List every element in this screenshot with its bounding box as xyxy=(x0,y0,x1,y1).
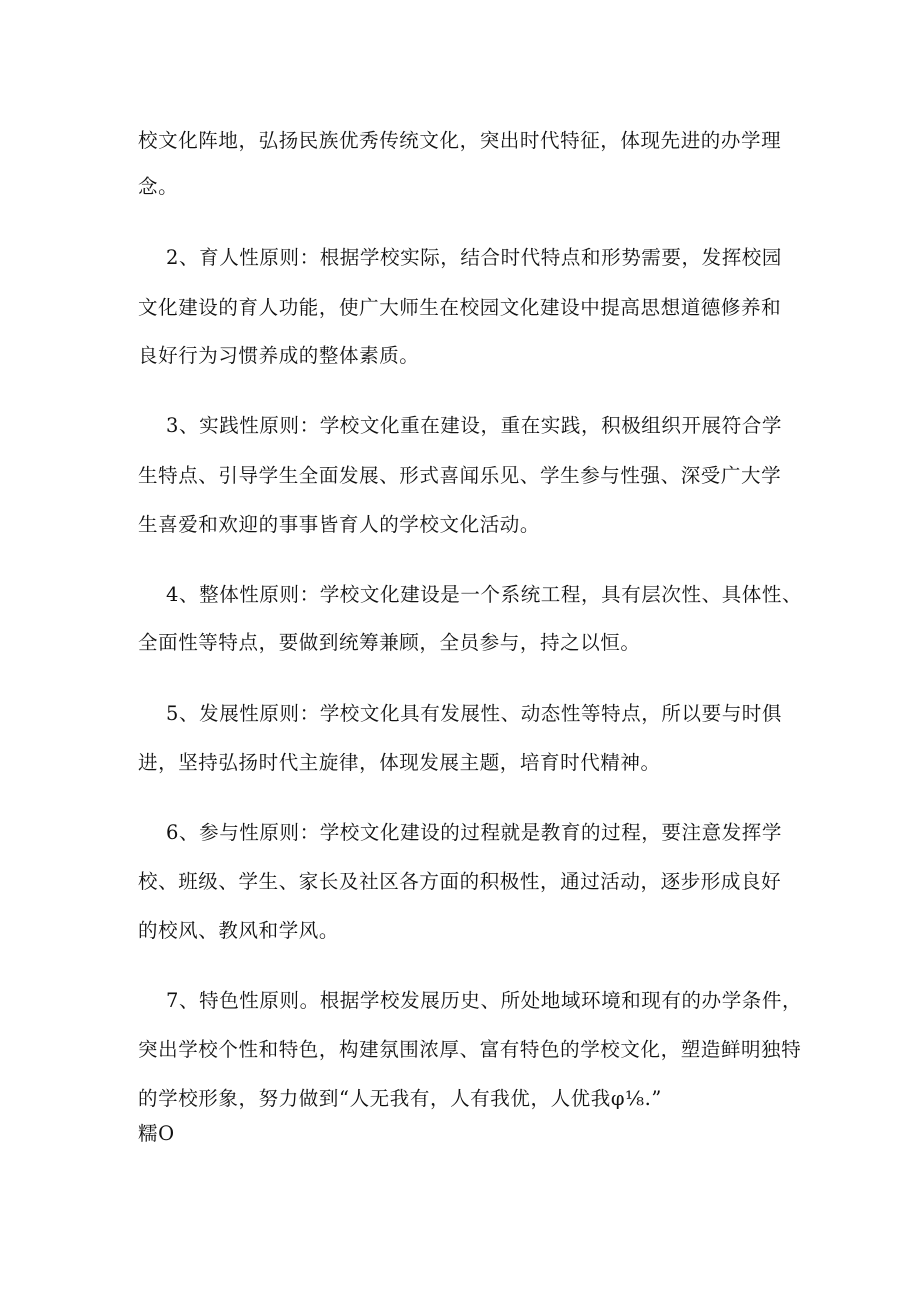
paragraph-7-line: 7、特色性原则。根据学校发展历史、所处地域环境和现有的办学条件， xyxy=(166,989,803,1012)
paragraph-6-line: 6、参与性原则：学校文化建设的过程就是教育的过程，要注意发挥学 xyxy=(166,821,783,844)
text-line: 全面性等特点，要做到统筹兼顾，全员参与，持之以恒。 xyxy=(138,631,641,654)
text-line: 的学校形象，努力做到“人无我有，人有我优，人优我φ⅛.” xyxy=(138,1087,662,1110)
text-line: 良好行为习惯养成的整体素质。 xyxy=(138,344,420,367)
text-line: 突出学校个性和特色，构建氛围浓厚、富有特色的学校文化，塑造鲜明独特 xyxy=(138,1038,802,1061)
text-line: 的校风、教风和学风。 xyxy=(138,919,340,942)
text-line: 念。 xyxy=(138,175,179,198)
text-line: 校文化阵地，弘扬民族优秀传统文化，突出时代特征，体现先进的办学理 xyxy=(138,129,782,152)
text-line: 生喜爱和欢迎的事事皆育人的学校文化活动。 xyxy=(138,513,541,536)
text-line: 进，坚持弘扬时代主旋律，体现发展主题，培育时代精神。 xyxy=(138,751,661,774)
text-line: 校、班级、学生、家长及社区各方面的积极性，通过活动，逐步形成良好 xyxy=(138,870,782,893)
paragraph-2-line: 2、育人性原则：根据学校实际，结合时代特点和形势需要，发挥校园 xyxy=(166,246,783,269)
paragraph-3-line: 3、实践性原则：学校文化重在建设，重在实践，积极组织开展符合学 xyxy=(166,414,783,437)
text-line: 生特点、引导学生全面发展、形式喜闻乐见、学生参与性强、深受广大学 xyxy=(138,464,782,487)
text-line: 文化建设的育人功能，使广大师生在校园文化建设中提高思想道德修养和 xyxy=(138,296,782,319)
paragraph-5-line: 5、发展性原则：学校文化具有发展性、动态性等特点，所以要与时俱 xyxy=(166,702,783,725)
text-line: 糯O xyxy=(138,1122,175,1145)
paragraph-4-line: 4、整体性原则：学校文化建设是一个系统工程，具有层次性、具体性、 xyxy=(166,583,803,606)
